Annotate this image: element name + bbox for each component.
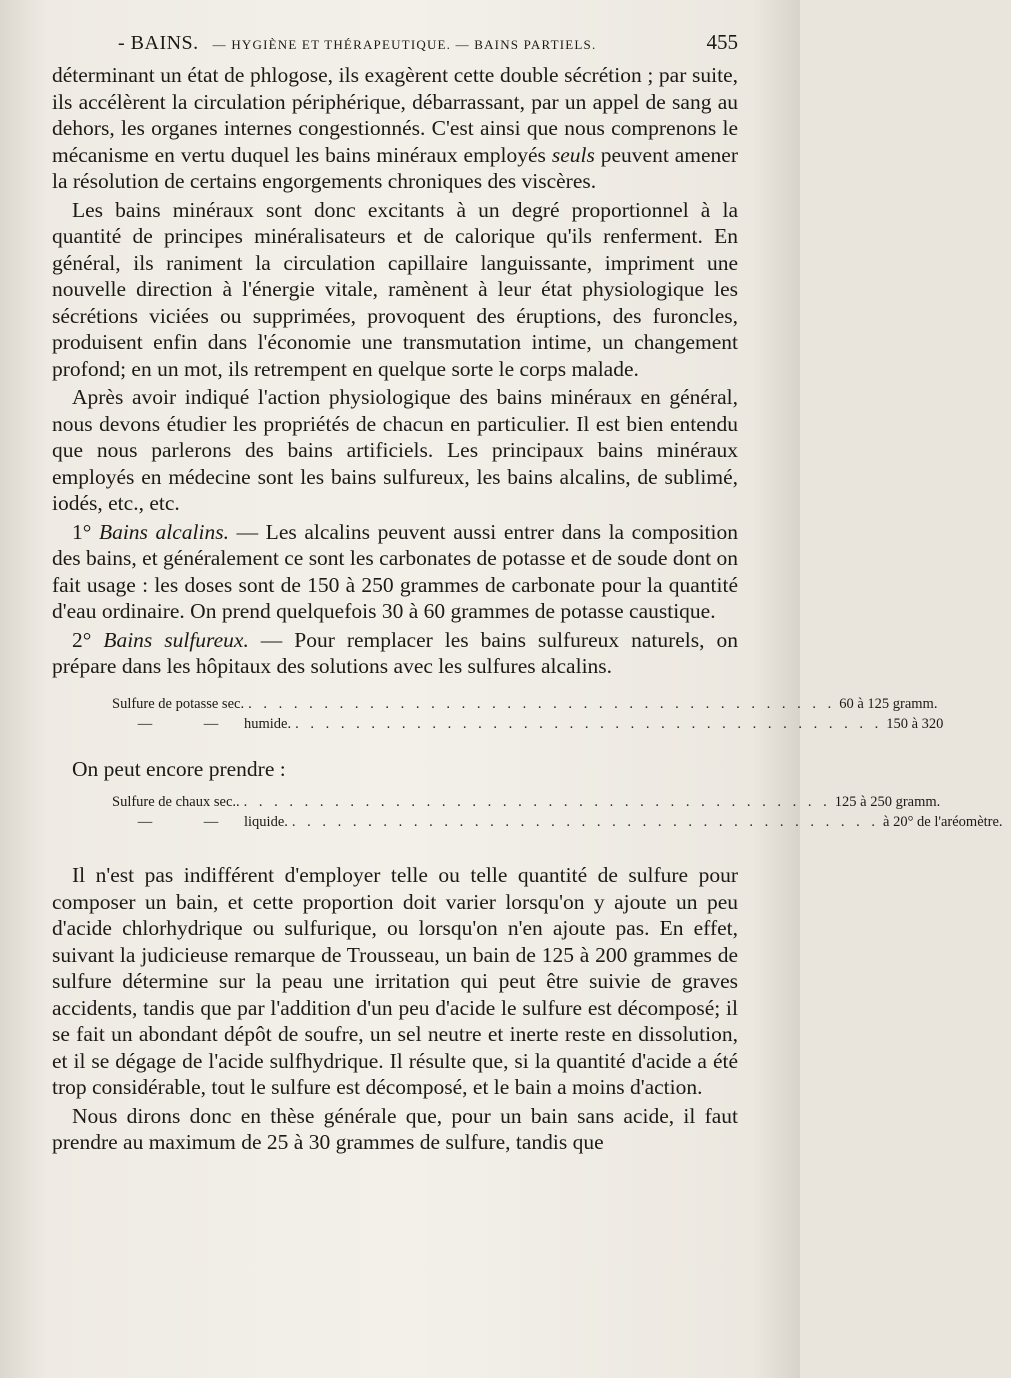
table-row [112, 694, 938, 714]
header-title: - BAINS. [118, 32, 199, 54]
table-row [112, 812, 1003, 832]
emphasis-seuls: seuls [551, 142, 595, 167]
row-value: 60 à 125 gramm. [839, 695, 938, 712]
row-value: à 20° de l'aréomètre. [883, 814, 1003, 830]
page-body [52, 62, 1003, 1156]
dosage-table-chaux [112, 792, 1003, 832]
row-label: liquide. [244, 814, 288, 830]
paragraph-1: déterminant un état de phlogose, ils exagèrent cette double sécrétion ; par suite, ils accélèrent la circulation périphérique, débarrassant, par un appel de sang au dehors, les organes internes congestionnés. C'est ainsi que nous comprenons le mécanisme en vertu duquel les bains minéraux employés seuls peuvent amener la résolution de certains engorgements chroniques des viscères. [52, 63, 738, 193]
ditto-dash: — [203, 814, 219, 830]
row-label: Sulfure de chaux sec.. [112, 794, 240, 810]
dosage-table-potasse [112, 694, 944, 734]
row-value: 125 à 250 gramm. [834, 794, 941, 810]
paragraph-bains-alcalins: 1° Bains alcalins. — Les alcalins peuvent aussi entrer dans la composition des bains, et généralement ce sont les carbonates de potasse et de soude dont on fait usage : les doses sont de 150 à 250 grammes de carbonate pour la quantité d'eau ordinaire. On prend quelquefois 30 à 60 grammes de potasse caustique. [52, 519, 738, 623]
paragraph-bains-sulfureux: 2° Bains sulfureux. — Pour remplacer les bains sulfureux naturels, on prépare dans les hôpitaux des solutions avec les sulfures alcalins. [52, 627, 738, 678]
row-value: 150 à 320 [886, 715, 944, 732]
table-row [112, 792, 941, 812]
ditto-dash: — [203, 715, 219, 732]
leader-dots: . . . . . . . . . . . . . . . . . . . . . . . . . . . . . . . . . . . . . . . [295, 715, 883, 732]
leader-dots: . . . . . . . . . . . . . . . . . . . . . . . . . . . . . . . . . . . . . . . [248, 695, 836, 712]
paragraph-on-peut: On peut encore prendre : [72, 756, 286, 781]
subheading-bains-alcalins: Bains alcalins. [98, 519, 229, 544]
ditto-dash: — [137, 715, 153, 732]
row-label: humide. [244, 715, 292, 732]
paragraph-7: Il n'est pas indifférent d'employer telle ou telle quantité de sulfure pour composer un bain, et cette proportion doit varier lorsqu'on y ajoute un peu d'acide chlorhydrique ou sulfurique, ou lorsqu'on n'en ajoute pas. En effet, suivant la judicieuse remarque de Trousseau, un bain de 125 à 200 grammes de sulfure détermine sur la peau une irritation qui peut être suivie de graves accidents, tandis que par l'addition d'un peu d'acide le sulfure est décomposé; il se fait un abondant dépôt de soufre, un sel neutre et inerte reste en dissolution, et il se dégage de l'acide sulfhydrique. Il résulte que, si la quantité d'acide a été trop considérable, tout le sulfure est décomposé, et le bain a moins d'action. [52, 863, 738, 1099]
page-number: 455 [706, 30, 738, 54]
leader-dots: . . . . . . . . . . . . . . . . . . . . . . . . . . . . . . . . . . . . . . . [291, 814, 880, 830]
paragraph-8: Nous dirons donc en thèse générale que, pour un bain sans acide, il faut prendre au maximum de 25 à 30 grammes de sulfure, tandis que [52, 1103, 738, 1154]
table-row [112, 714, 944, 734]
running-header [118, 30, 738, 58]
row-label: Sulfure de potasse sec. [112, 695, 245, 712]
paragraph-2: Les bains minéraux sont donc excitants à un degré proportionnel à la quantité de principes minéralisateurs et de calorique qu'ils renferment. En général, ils raniment la circulation capillaire languissante, impriment une nouvelle direction à l'énergie vitale, ramènent à leur état physiologique les sécrétions viciées ou supprimées, provoquent des éruptions, des furoncles, produisent enfin dans l'économie une transmutation intime, un changement profond; en un mot, ils retrempent en quelque sorte le corps malade. [52, 197, 738, 381]
ditto-dash: — [137, 814, 153, 830]
paragraph-3: Après avoir indiqué l'action physiologique des bains minéraux en général, nous devons étudier les propriétés de chacun en particulier. Il est bien entendu que nous parlerons des bains artificiels. Les principaux bains minéraux employés en médecine sont les bains sulfureux, les bains alcalins, de sublimé, iodés, etc., etc. [52, 385, 738, 515]
leader-dots: . . . . . . . . . . . . . . . . . . . . . . . . . . . . . . . . . . . . . . . [243, 794, 831, 810]
header-section: — HYGIÈNE ET THÉRAPEUTIQUE. — BAINS PARTIELS. [212, 37, 597, 52]
subheading-bains-sulfureux: Bains sulfureux. [103, 627, 249, 652]
